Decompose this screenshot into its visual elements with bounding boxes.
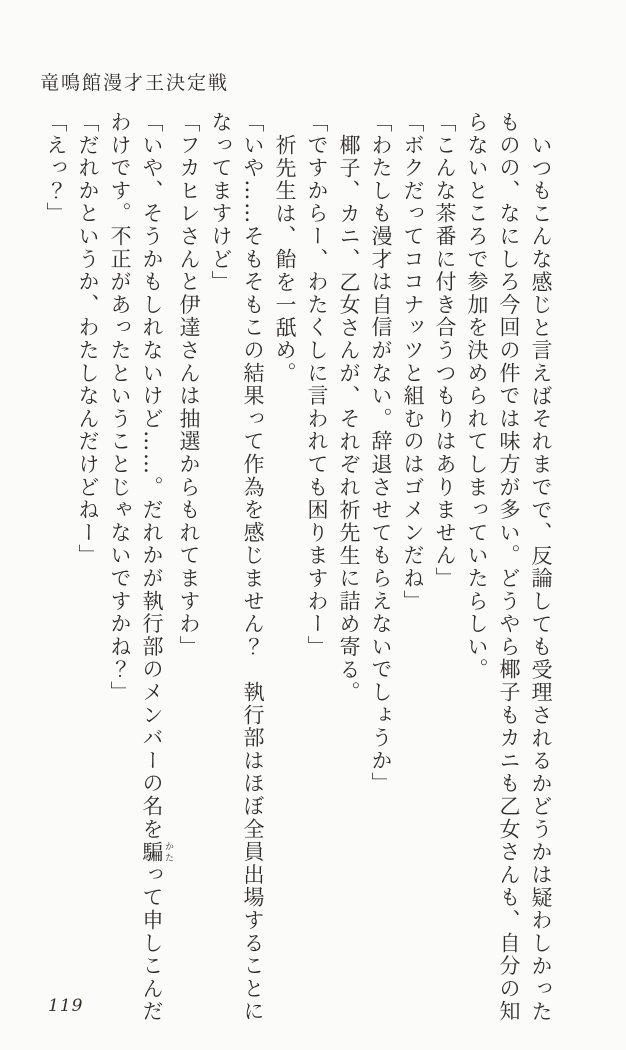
text-line: 「こんな茶番に付き合うつもりはありません」 (433, 111, 457, 590)
text-line: 「わたしも漫才は自信がない。辞退させてもらえないでしょうか」 (369, 111, 393, 795)
text-line: 「ボクだってココナッツと組むのはゴメンだね」 (401, 111, 425, 613)
text-line: らないところで参加を決められてしまっていたらしい。 (465, 111, 489, 681)
page-number: 119 (48, 996, 84, 1016)
text-line: わけです。不正があったということじゃないですかね？」 (108, 111, 132, 704)
text-line (136, 111, 173, 1031)
text-segment: って申しこんだ (140, 863, 164, 1024)
running-header-title: 竜鳴館漫才王決定戦 (40, 72, 230, 94)
text-line: 「いや……そもそもこの結果って作為を感じません？ 執行部はほぼ全員出場することに (241, 111, 265, 1023)
text-segment: 「いや、そうかもしれないけど……。だれかが執行部のメンバーの名を (140, 111, 164, 841)
ruby-base: 騙 (140, 840, 164, 864)
text-line: ものの、なにしろ今回の件では味方が多い。どうやら椰子もカニも乙女さんも、自分の知 (497, 111, 521, 1023)
text-line: 「えっ？」 (44, 111, 68, 225)
text-line: 椰子、カニ、乙女さんが、それぞれ祈先生に詰め寄る。 (337, 134, 361, 704)
text-line: いつもこんな感じと言えばそれまでで、反論しても受理されるかどうかは疑わしかった (529, 134, 553, 1024)
text-line: 祈先生は、飴を一舐め。 (273, 134, 297, 385)
text-line: なってますけど」 (209, 111, 233, 294)
text-block (45, 111, 557, 1031)
text-line: 「だれかというか、わたしなんだけどねー」 (76, 111, 100, 567)
ruby-annotation (140, 840, 173, 864)
text-line: 「ですからー、わたくしに言われても困りますわー」 (305, 111, 329, 659)
text-line: 「フカヒレさんと伊達さんは抽選からもれてますわ」 (177, 111, 201, 659)
furigana: かた (163, 840, 173, 864)
